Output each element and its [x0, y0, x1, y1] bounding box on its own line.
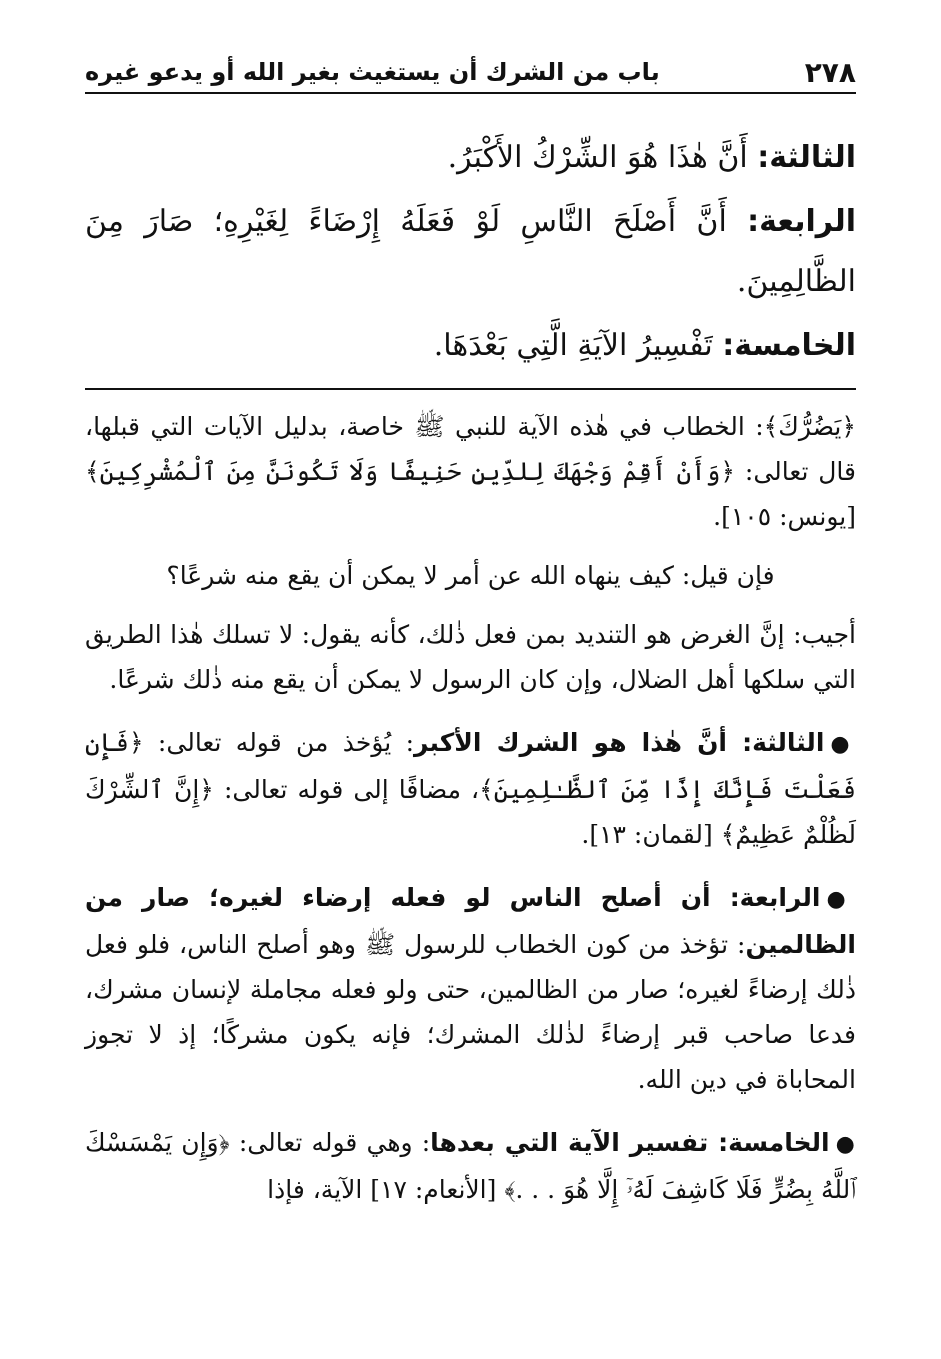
- matn-fourth-label: الرابعة:: [747, 204, 856, 239]
- matn-third-text: أَنَّ هٰذَا هُوَ الشِّرْكُ الأَكْبَرُ.: [447, 140, 758, 175]
- quran-verse: ﴿وَإِن يَمْسَسْكَ ٱللَّهُ بِضُرٍّ فَلَا كَاشِفَ لَهُۥٓ إِلَّا هُوَ . . .﴾: [85, 1128, 856, 1204]
- commentary-text: : وهي قوله تعالى:: [229, 1128, 431, 1157]
- matn-fourth-text: أَنَّ أَصْلَحَ النَّاسِ لَوْ فَعَلَهُ إِرْضَاءً لِغَيْرِهِ؛ صَارَ مِنَ الظَّالِمِينَ.: [85, 204, 856, 299]
- bullet-icon: ●: [835, 1132, 856, 1157]
- commentary-fifth: [85, 1120, 856, 1212]
- matn-fourth: [85, 192, 856, 312]
- commentary-fourth-heading: الرابعة: أن أصلح الناس لو فعله إرضاء لغيره؛ صار من الظالمين: [85, 883, 856, 959]
- verse-reference: [يونس: ١٠٥].: [713, 502, 856, 531]
- answer-paragraph: أجيب: إنَّ الغرض هو التنديد بمن فعل ذٰلك، كأنه يقول: لا تسلك هٰذا الطريق التي سلكها أهل الضلال، وإن كان الرسول لا يمكن أن يقع منه ذٰلك شرعًا.: [85, 620, 856, 694]
- commentary-fourth: [85, 875, 856, 1102]
- commentary-third-heading: الثالثة: أنَّ هٰذا هو الشرك الأكبر: [414, 728, 825, 757]
- commentary-text: : الخطاب في هٰذه الآية للنبي ﷺ خاصة، بدليل الآيات التي قبلها، قال تعالى:: [85, 412, 856, 486]
- bullet-icon: ●: [830, 732, 856, 757]
- quran-verse: ﴿وَأَنْ أَقِمْ وَجْهَكَ لِلدِّينِ حَنِيفًا وَلَا تَكُونَنَّ مِنَ ٱلْمُشْرِكِينَ﴾: [85, 457, 736, 486]
- commentary: [85, 404, 856, 1212]
- quran-verse: ﴿فَإِن فَعَلْتَ فَإِنَّكَ إِذًا مِّنَ ٱلظَّـٰلِمِينَ﴾: [85, 728, 857, 804]
- commentary-text: : تؤخذ من كون الخطاب للرسول ﷺ وهو أصلح الناس، فلو فعل ذٰلك إرضاءً لغيره؛ صار من الظالمين، حتى ولو فعله مجاملة لإنسان مشرك، فدعا صاحب قبر إرضاءً لذٰلك المشرك؛ فإنه يكون مشركًا؛ إذ لا تجوز المحاباة في دين الله.: [85, 930, 856, 1094]
- commentary-para-1: [85, 404, 856, 539]
- page-number: ٢٧٨: [804, 56, 856, 89]
- matn-third: [85, 128, 856, 188]
- matn-fifth: [85, 316, 856, 376]
- matn-fifth-text: تَفْسِيرُ الآيَةِ الَّتِي بَعْدَهَا.: [433, 328, 723, 363]
- commentary-third: [85, 720, 856, 857]
- main-text: [85, 128, 856, 376]
- running-title: باب من الشرك أن يستغيث بغير الله أو يدعو غيره: [85, 58, 660, 86]
- matn-fifth-label: الخامسة:: [722, 328, 856, 363]
- question-paragraph: فإن قيل: كيف ينهاه الله عن أمر لا يمكن أن يقع منه شرعًا؟: [166, 561, 775, 590]
- commentary-fifth-heading: الخامسة: تفسير الآية التي بعدها: [430, 1128, 830, 1157]
- verse-reference: [لقمان: ١٣].: [581, 820, 721, 849]
- quran-verse: ﴿إِنَّ ٱلشِّرْكَ لَظُلْمٌ عَظِيمٌ﴾: [85, 775, 856, 849]
- bullet-icon: ●: [826, 887, 857, 912]
- quran-word: ﴿يَضُرُّكَ﴾: [763, 412, 856, 441]
- running-header: [85, 52, 856, 94]
- commentary-text: ، مضافًا إلى قوله تعالى:: [213, 775, 480, 804]
- verse-reference: [الأنعام: ١٧] الآية، فإذا: [267, 1175, 505, 1204]
- matn-third-label: الثالثة:: [757, 140, 856, 175]
- footnote-divider: [85, 388, 856, 390]
- commentary-text: : يُؤخذ من قوله تعالى:: [143, 728, 414, 757]
